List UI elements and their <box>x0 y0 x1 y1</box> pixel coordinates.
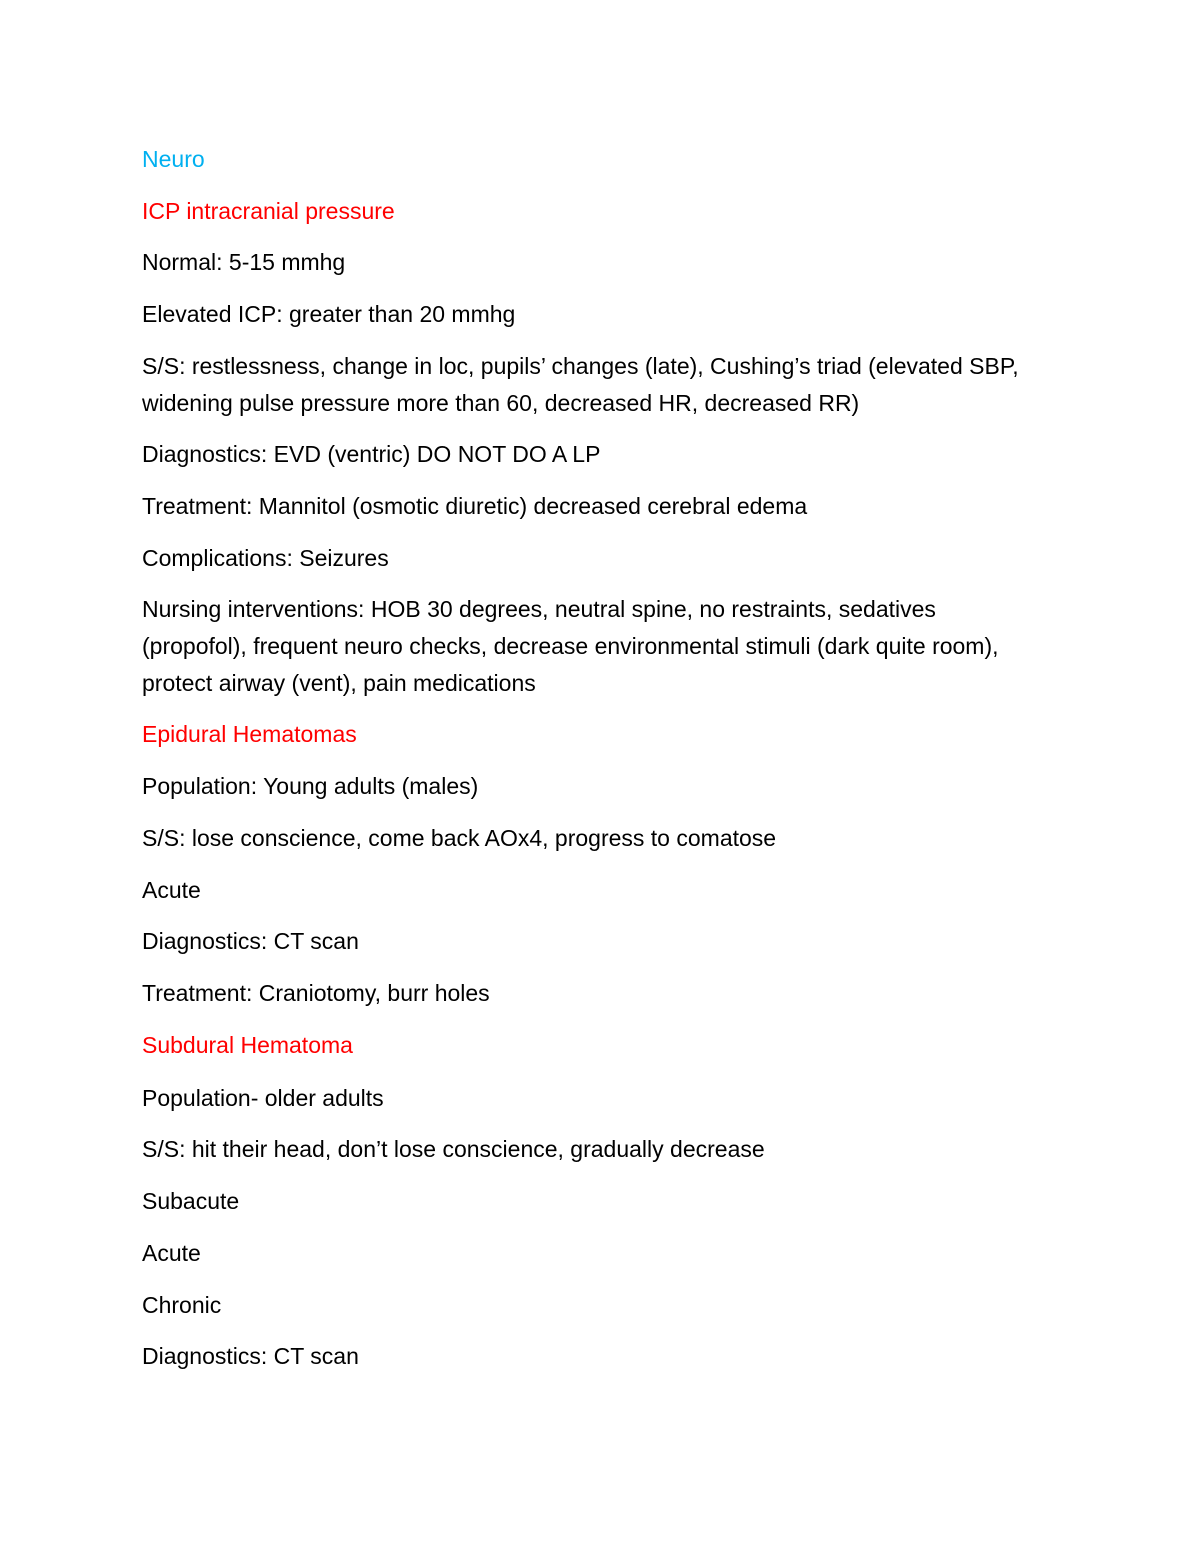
section-heading-subdural: Subdural Hematoma <box>142 1032 353 1058</box>
icp-normal-line: Normal: 5-15 mmhg <box>142 249 346 275</box>
icp-complications-line: Complications: Seizures <box>142 545 389 571</box>
subdural-chronic-line: Chronic <box>142 1292 222 1318</box>
icp-signs-symptoms-line: S/S: restlessness, change in loc, pupils’ changes (late), Cushing’s triad (elevated SBP, widening pulse pressure more than 60, decreased HR, decreased RR) <box>142 353 1019 416</box>
icp-treatment-line: Treatment: Mannitol (osmotic diuretic) decreased cerebral edema <box>142 493 808 519</box>
subdural-acute-line: Acute <box>142 1240 201 1266</box>
document-title: Neuro <box>142 146 205 172</box>
subdural-diagnostics-line: Diagnostics: CT scan <box>142 1343 359 1369</box>
icp-nursing-interventions-line: Nursing interventions: HOB 30 degrees, neutral spine, no restraints, sedatives (propofol), frequent neuro checks, decrease environmental stimuli (dark quite room), protect airway (vent), pain medications <box>142 596 999 696</box>
epidural-diagnostics-line: Diagnostics: CT scan <box>142 928 359 954</box>
subdural-subacute-line: Subacute <box>142 1188 240 1214</box>
icp-elevated-line: Elevated ICP: greater than 20 mmhg <box>142 301 516 327</box>
epidural-population-line: Population: Young adults (males) <box>142 773 479 799</box>
epidural-treatment-line: Treatment: Craniotomy, burr holes <box>142 980 490 1006</box>
subdural-population-line: Population- older adults <box>142 1085 384 1111</box>
subdural-signs-symptoms-line: S/S: hit their head, don’t lose conscience, gradually decrease <box>142 1136 765 1162</box>
epidural-signs-symptoms-line: S/S: lose conscience, come back AOx4, progress to comatose <box>142 825 777 851</box>
icp-diagnostics-line: Diagnostics: EVD (ventric) DO NOT DO A LP <box>142 441 601 467</box>
epidural-acute-line: Acute <box>142 877 201 903</box>
section-heading-icp: ICP intracranial pressure <box>142 198 395 224</box>
section-heading-epidural: Epidural Hematomas <box>142 721 357 747</box>
